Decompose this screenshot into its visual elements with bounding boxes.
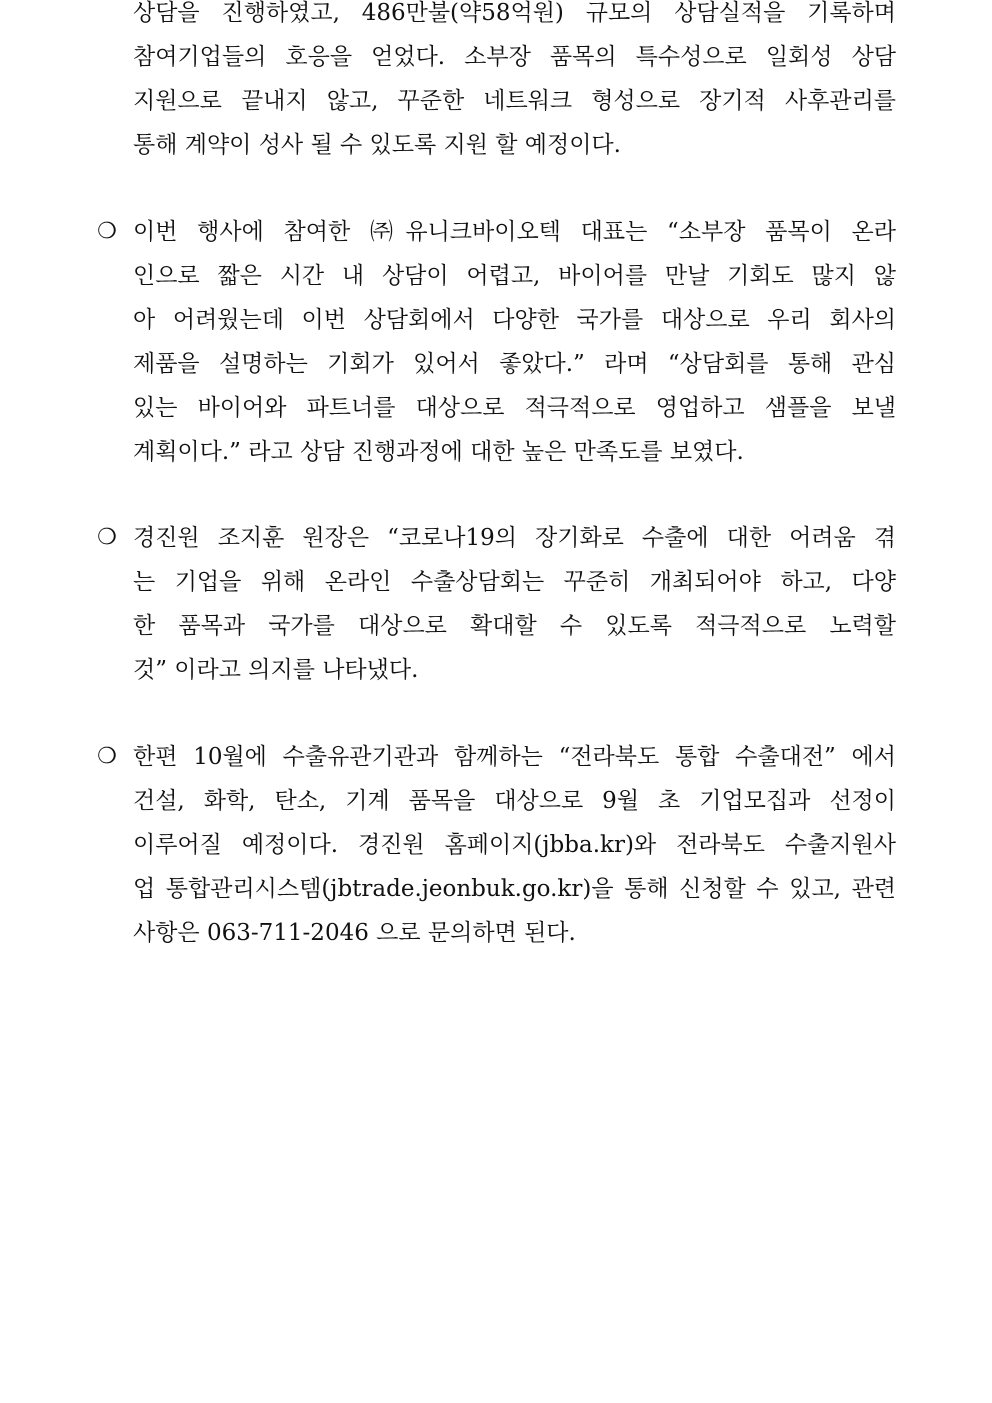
paragraph-line: 건설, 화학, 탄소, 기계 품목을 대상으로 9월 초 기업모집과 선정이 [133, 788, 896, 814]
paragraph-line: 상담을 진행하였고, 486만불(약58억원) 규모의 상담실적을 기록하며 [133, 0, 896, 26]
paragraph-line: 업 통합관리시스템(jbtrade.jeonbuk.go.kr)을 통해 신청할 수 있고, 관련 [133, 876, 896, 902]
paragraph-line: 한 품목과 국가를 대상으로 확대할 수 있도록 적극적으로 노력할 [133, 613, 896, 639]
paragraph-line: 는 기업을 위해 온라인 수출상담회는 꾸준히 개최되어야 하고, 다양 [133, 569, 896, 595]
paragraph-line: 참여기업들의 호응을 얻었다. 소부장 품목의 특수성으로 일회성 상담 [133, 44, 896, 70]
paragraph-line: 아 어려웠는데 이번 상담회에서 다양한 국가를 대상으로 우리 회사의 [133, 307, 896, 333]
paragraph-line: 것” 이라고 의지를 나타냈다. [133, 657, 419, 683]
paragraph-line: 이번 행사에 참여한 ㈜유니크바이오텍 대표는 “소부장 품목이 온라 [133, 219, 896, 245]
paragraph-line: 제품을 설명하는 기회가 있어서 좋았다.” 라며 “상담회를 통해 관심 [133, 351, 896, 377]
paragraph-line: 지원으로 끝내지 않고, 꾸준한 네트워크 형성으로 장기적 사후관리를 [133, 88, 896, 114]
paragraph-line: 인으로 짧은 시간 내 상담이 어렵고, 바이어를 만날 기회도 많지 않 [133, 263, 896, 289]
bullet-circle-icon: ❍ [97, 219, 117, 244]
paragraph-line: 한편 10월에 수출유관기관과 함께하는 “전라북도 통합 수출대전” 에서 [133, 744, 896, 770]
bullet-circle-icon: ❍ [97, 525, 117, 550]
paragraph-line: 이루어질 예정이다. 경진원 홈페이지(jbba.kr)와 전라북도 수출지원사 [133, 832, 896, 858]
paragraph-line: 계획이다.” 라고 상담 진행과정에 대한 높은 만족도를 보였다. [133, 439, 744, 465]
paragraph-line: 경진원 조지훈 원장은 “코로나19의 장기화로 수출에 대한 어려움 겪 [133, 525, 896, 551]
paragraph-line: 있는 바이어와 파트너를 대상으로 적극적으로 영업하고 샘플을 보낼 [133, 395, 896, 421]
paragraph-line: 사항은 063-711-2046 으로 문의하면 된다. [133, 920, 576, 946]
paragraph-line: 통해 계약이 성사 될 수 있도록 지원 할 예정이다. [133, 132, 621, 158]
bullet-circle-icon: ❍ [97, 744, 117, 769]
